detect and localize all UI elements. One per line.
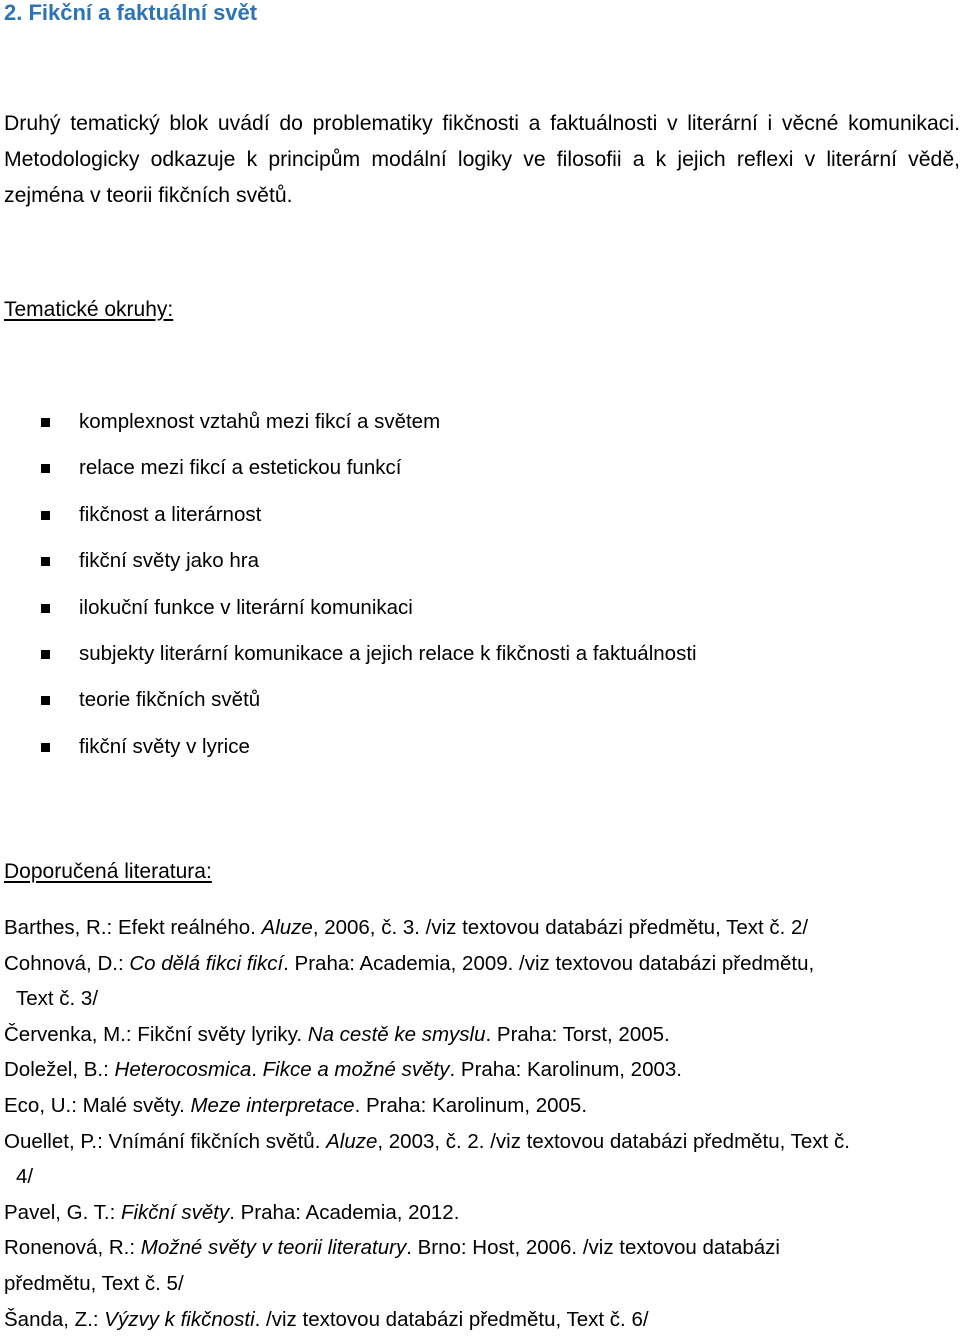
reference-part-a: Fikční světy lyriky. bbox=[137, 1022, 308, 1046]
topic-text: teorie fikčních světů bbox=[79, 688, 261, 712]
reference-part-a: Malé světy. bbox=[82, 1093, 191, 1117]
reference-part-c: . Brno: Host, 2006. /viz textovou databázi bbox=[406, 1236, 780, 1260]
square-bullet-icon bbox=[41, 418, 50, 427]
reference-item bbox=[4, 1266, 954, 1302]
reference-author: Eco, U.: bbox=[4, 1093, 83, 1117]
topic-text: ilokuční funkce v literární komunikaci bbox=[79, 595, 413, 619]
reference-title: Heterocosmica bbox=[114, 1058, 252, 1082]
topic-text: fikčnost a literárnost bbox=[79, 502, 262, 526]
reference-author: Ouellet, P.: bbox=[4, 1129, 109, 1153]
topic-text: fikční světy jako hra bbox=[79, 549, 260, 573]
reference-title: Fikční světy bbox=[120, 1200, 230, 1224]
topic-text: fikční světy v lyrice bbox=[79, 734, 250, 758]
reference-author: Doležel, B.: bbox=[4, 1058, 115, 1082]
square-bullet-icon bbox=[41, 650, 50, 659]
reference-title: Aluze bbox=[261, 916, 313, 939]
reference-title: Aluze bbox=[326, 1129, 378, 1153]
topic-item bbox=[0, 730, 960, 776]
square-bullet-icon bbox=[41, 464, 50, 473]
reference-part-e: . Praha: Karolinum, 2003. bbox=[449, 1058, 682, 1082]
reference-item bbox=[4, 1088, 954, 1124]
reference-continuation: Text č. 3/ bbox=[16, 987, 99, 1011]
reference-part-a: Efekt reálného. bbox=[117, 916, 262, 939]
topic-item bbox=[0, 591, 960, 637]
reference-subtitle: Fikce a možné světy bbox=[262, 1058, 450, 1082]
square-bullet-icon bbox=[41, 511, 50, 520]
reference-part-c: , 2006, č. 3. /viz textovou databázi předmětu, Text č. 2/ bbox=[312, 916, 809, 939]
reference-part-c: . bbox=[251, 1058, 263, 1082]
reference-author: Šanda, Z.: bbox=[4, 1307, 105, 1331]
reference-title: Na cestě ke smyslu bbox=[307, 1022, 486, 1046]
topic-item bbox=[0, 451, 960, 497]
reference-part-c: . Praha: Academia, 2012. bbox=[229, 1200, 460, 1224]
reference-item bbox=[4, 1124, 954, 1195]
reference-continuation: 4/ bbox=[16, 1165, 34, 1189]
references-list bbox=[4, 910, 954, 1337]
topic-item bbox=[0, 405, 960, 451]
reference-title: Výzvy k fikčnosti bbox=[104, 1307, 255, 1331]
reference-author: Cohnová, D.: bbox=[4, 951, 130, 975]
reference-author: Pavel, G. T.: bbox=[4, 1200, 121, 1224]
reference-item bbox=[4, 1230, 954, 1266]
topic-item bbox=[0, 544, 960, 590]
reference-part-a: Vnímání fikčních světů. bbox=[108, 1129, 327, 1153]
topic-item bbox=[0, 683, 960, 729]
reference-part-c: . /viz textovou databázi předmětu, Text č. 6/ bbox=[254, 1307, 649, 1331]
reference-item bbox=[4, 910, 954, 946]
reference-item bbox=[4, 1017, 954, 1053]
reference-item bbox=[4, 1052, 954, 1088]
reference-part-c: . Praha: Karolinum, 2005. bbox=[354, 1093, 588, 1117]
reference-author: Ronenová, R.: bbox=[4, 1236, 141, 1260]
reference-title: Meze interpretace bbox=[190, 1093, 355, 1117]
reference-item bbox=[4, 1302, 954, 1337]
square-bullet-icon bbox=[41, 604, 50, 613]
reference-title: Možné světy v teorii literatury bbox=[140, 1236, 407, 1260]
topic-text: relace mezi fikcí a estetickou funkcí bbox=[79, 456, 402, 480]
reference-part-c: , 2003, č. 2. /viz textovou databázi předmětu, Text č. bbox=[377, 1129, 850, 1153]
topic-text: komplexnost vztahů mezi fikcí a světem bbox=[79, 410, 441, 433]
reference-author: předmětu, Text č. 5/ bbox=[4, 1271, 184, 1295]
square-bullet-icon bbox=[41, 696, 50, 705]
literature-heading: Doporučená literatura: bbox=[4, 860, 212, 883]
reference-part-c: . Praha: Torst, 2005. bbox=[485, 1022, 670, 1046]
reference-author: Barthes, R.: bbox=[4, 916, 118, 939]
topic-item bbox=[0, 498, 960, 544]
square-bullet-icon bbox=[41, 743, 50, 752]
topics-heading: Tematické okruhy: bbox=[4, 298, 174, 321]
reference-part-c: . Praha: Academia, 2009. /viz textovou databázi předmětu, bbox=[283, 951, 815, 975]
reference-title: Co dělá fikci fikcí bbox=[129, 951, 284, 975]
topic-item bbox=[0, 637, 960, 683]
reference-author: Červenka, M.: bbox=[4, 1022, 138, 1046]
section-heading: 2. Fikční a faktuální svět bbox=[4, 0, 258, 25]
reference-item bbox=[4, 946, 954, 1017]
intro-paragraph: Druhý tematický blok uvádí do problematiky fikčnosti a faktuálnosti v literární i věcné komunikaci. Metodologicky odkazuje k principům modální logiky ve filosofii a k jejich reflexi v literární vědě, zejména v teorii fikčních světů. bbox=[4, 112, 960, 207]
reference-item bbox=[4, 1195, 954, 1231]
topic-text: subjekty literární komunikace a jejich relace k fikčnosti a faktuálnosti bbox=[79, 641, 697, 665]
topics-list bbox=[0, 405, 960, 776]
square-bullet-icon bbox=[41, 557, 50, 566]
